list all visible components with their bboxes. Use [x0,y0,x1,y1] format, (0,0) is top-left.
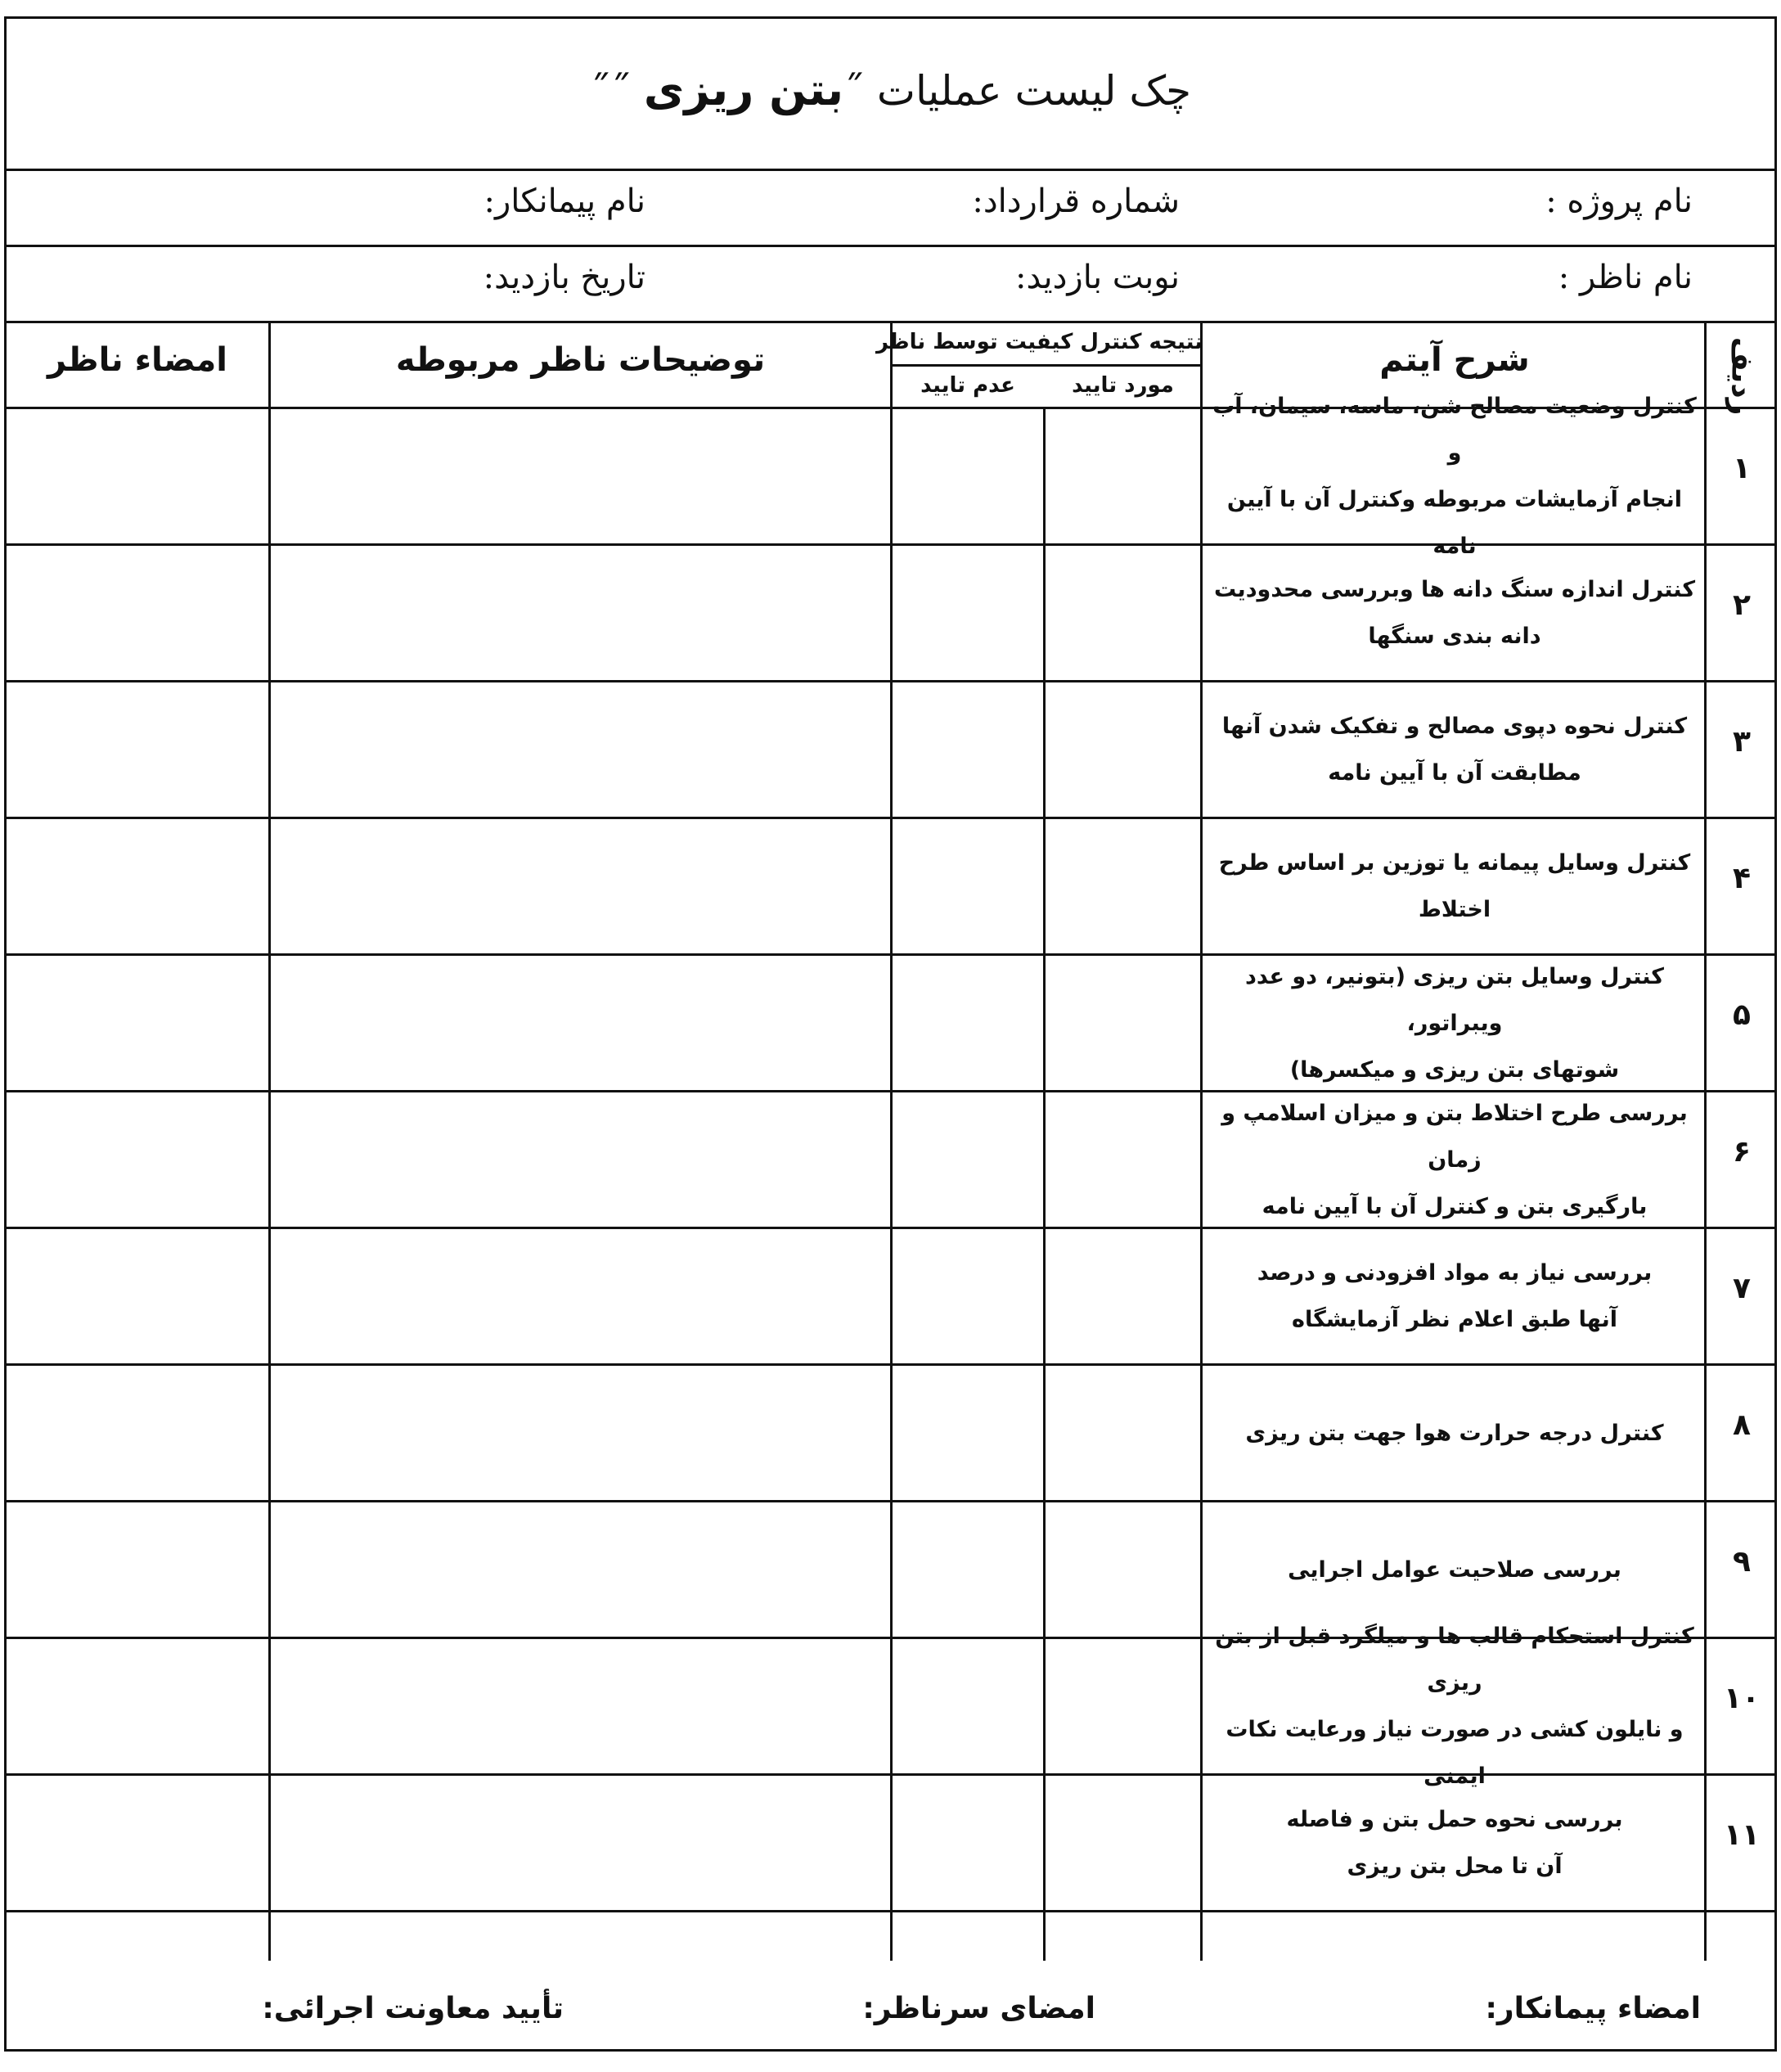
row-number-header: ردیف [1725,336,1759,416]
info-row-1 [7,171,1774,247]
page-title: چک لیست عملیات ˝بتن ریزی ˝˝ [589,64,1192,115]
row-number: ۸ [1733,1408,1751,1442]
executive-approval-label: تأیید معاونت اجرائی: [262,1992,564,2025]
item-description: بررسی نحوه حمل بتن و فاصله آن تا محل بتن ریزی [1286,1807,1623,1879]
row-number: ۱۰ [1724,1682,1760,1715]
visit-turn-label: نوبت بازدید: [1015,259,1180,296]
item-description-header: شرح آیتم [1379,341,1530,379]
title-row [7,19,1774,171]
item-description: کنترل وسایل پیمانه یا توزین بر اساس طرح اختلاط [1218,850,1691,922]
signature-footer [7,1961,1774,2049]
row-number: ۲ [1733,588,1751,622]
contract-number-label: شماره قرارداد: [972,182,1180,220]
row-number: ۹ [1733,1545,1751,1579]
not-approved-header: عدم تایید [920,373,1015,398]
row-number: ۶ [1733,1135,1751,1169]
quality-result-header: نتیجه کنترل کیفیت توسط ناظر [875,330,1203,354]
approved-header: مورد تایید [1072,373,1174,398]
item-description: کنترل وسایل بتن ریزی (بتونیر، دو عدد ویبراتور، شوتهای بتن ریزی و میکسرها) [1245,963,1664,1083]
project-name-label: نام پروژه : [1545,182,1693,220]
checklist-table [7,323,1774,1961]
item-description: کنترل اندازه سنگ دانه ها وبررسی محدودیت دانه بندی سنگها [1213,577,1696,649]
row-number: ۱ [1733,452,1751,485]
visit-date-label: تاریخ بازدید: [483,259,645,296]
row-number: ۴ [1733,862,1751,895]
item-description: کنترل وضعیت مصالح شن، ماسه، سیمان، آب و انجام آزمایشات مربوطه وکنترل آن با آیین نامه [1212,394,1697,559]
item-description: بررسی نیاز به مواد افزودنی و درصد آنها طبق اعلام نظر آزمایشگاه [1257,1260,1653,1332]
row-number: ۱۱ [1724,1818,1760,1852]
item-description: کنترل استحکام قالب ها و میلگرد قبل از بتن ریزی و نایلون کشی در صورت نیاز ورعایت نکات ایمنی [1215,1624,1694,1789]
row-number: ۳ [1733,725,1751,759]
chief-supervisor-signature-label: امضای سرناظر: [862,1992,1095,2025]
supervisor-name-label: نام ناظر : [1558,259,1693,296]
row-number: ۵ [1733,998,1751,1032]
info-row-2 [7,247,1774,323]
item-description: بررسی صلاحیت عوامل اجرایی [1288,1556,1621,1583]
comments-header: توضیحات ناظر مربوطه [395,341,766,379]
contractor-name-label: نام پیمانکار: [483,182,645,220]
row-number: ۷ [1733,1272,1751,1305]
item-description: بررسی طرح اختلاط بتن و میزان اسلامپ و زمان بارگیری بتن و کنترل آن با آیین نامه [1221,1100,1688,1219]
signature-header: امضاء ناظر [47,341,227,379]
checklist-sheet [4,16,1777,2052]
contractor-signature-label: امضاء پیمانکار: [1485,1992,1701,2025]
item-description: کنترل درجه حرارت هوا جهت بتن ریزی [1245,1420,1664,1446]
item-description: کنترل نحوه دپوی مصالح و تفکیک شدن آنها مطابقت آن با آیین نامه [1221,714,1688,786]
